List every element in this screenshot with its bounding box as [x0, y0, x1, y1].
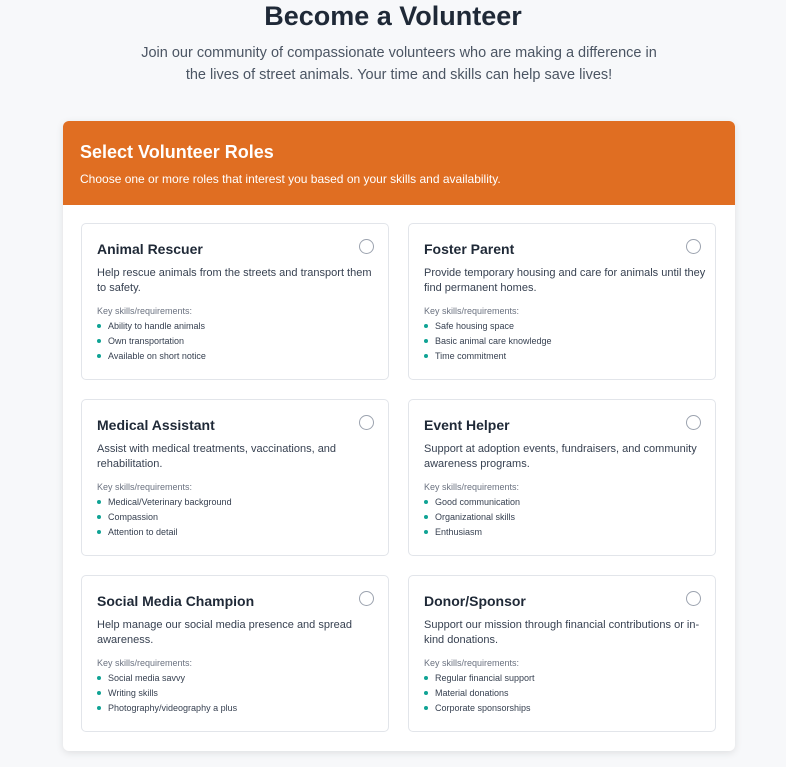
role-radio[interactable]	[359, 239, 374, 254]
skill-item: Writing skills	[97, 686, 237, 701]
panel-description: Choose one or more roles that interest you based on your skills and availability.	[80, 172, 501, 186]
skill-item: Ability to handle animals	[97, 319, 206, 334]
role-title: Donor/Sponsor	[424, 593, 526, 609]
volunteer-roles-panel	[63, 121, 735, 751]
skills-label: Key skills/requirements:	[424, 482, 520, 492]
role-description: Support at adoption events, fundraisers, and community awareness programs.	[424, 443, 697, 470]
skill-item: Attention to detail	[97, 525, 232, 540]
role-description: Help rescue animals from the streets and transport them to safety.	[97, 267, 372, 294]
skill-item: Good communication	[424, 495, 520, 510]
skills-list	[97, 495, 232, 540]
skills-label: Key skills/requirements:	[424, 658, 520, 668]
skill-item: Basic animal care knowledge	[424, 334, 552, 349]
page-subtitle: Join our community of compassionate volunteers who are making a difference in the lives of street animals. Your time and skills can help save lives!	[141, 45, 657, 83]
role-title: Social Media Champion	[97, 593, 255, 609]
skill-item: Own transportation	[97, 334, 206, 349]
role-title: Foster Parent	[424, 241, 515, 257]
skill-item: Corporate sponsorships	[424, 701, 535, 716]
skills-label: Key skills/requirements:	[97, 306, 193, 316]
skills-label: Key skills/requirements:	[97, 658, 193, 668]
skill-item: Material donations	[424, 686, 535, 701]
role-title: Medical Assistant	[97, 417, 215, 433]
role-card-animal-rescuer[interactable]	[81, 223, 389, 380]
skill-item: Medical/Veterinary background	[97, 495, 232, 510]
role-radio[interactable]	[686, 591, 701, 606]
role-card-medical-assistant[interactable]	[81, 399, 389, 556]
page-title: Become a Volunteer	[264, 1, 522, 31]
role-description: Assist with medical treatments, vaccinations, and rehabilitation.	[97, 443, 337, 470]
skills-list	[97, 671, 237, 716]
role-description: Help manage our social media presence and spread awareness.	[97, 619, 352, 646]
skill-item: Regular financial support	[424, 671, 535, 686]
role-description: Support our mission through financial contributions or in-kind donations.	[424, 619, 700, 646]
skills-label: Key skills/requirements:	[424, 306, 520, 316]
skills-list	[424, 319, 552, 364]
role-title: Animal Rescuer	[97, 241, 203, 257]
skills-list	[424, 495, 520, 540]
skill-item: Available on short notice	[97, 349, 206, 364]
role-card-social-media-champion[interactable]	[81, 575, 389, 732]
skill-item: Photography/videography a plus	[97, 701, 237, 716]
role-radio[interactable]	[359, 415, 374, 430]
skill-item: Enthusiasm	[424, 525, 520, 540]
skill-item: Compassion	[97, 510, 232, 525]
skill-item: Organizational skills	[424, 510, 520, 525]
role-radio[interactable]	[686, 415, 701, 430]
role-card-donor-sponsor[interactable]	[408, 575, 716, 732]
role-card-event-helper[interactable]	[408, 399, 716, 556]
skill-item: Time commitment	[424, 349, 552, 364]
skill-item: Safe housing space	[424, 319, 552, 334]
role-card-foster-parent[interactable]	[408, 223, 716, 380]
role-title: Event Helper	[424, 417, 510, 433]
role-radio[interactable]	[359, 591, 374, 606]
skills-list	[424, 671, 535, 716]
role-radio[interactable]	[686, 239, 701, 254]
panel-header	[63, 121, 735, 205]
panel-title: Select Volunteer Roles	[80, 142, 274, 162]
role-description: Provide temporary housing and care for animals until they find permanent homes.	[424, 267, 706, 294]
skills-label: Key skills/requirements:	[97, 482, 193, 492]
skills-list	[97, 319, 206, 364]
skill-item: Social media savvy	[97, 671, 237, 686]
